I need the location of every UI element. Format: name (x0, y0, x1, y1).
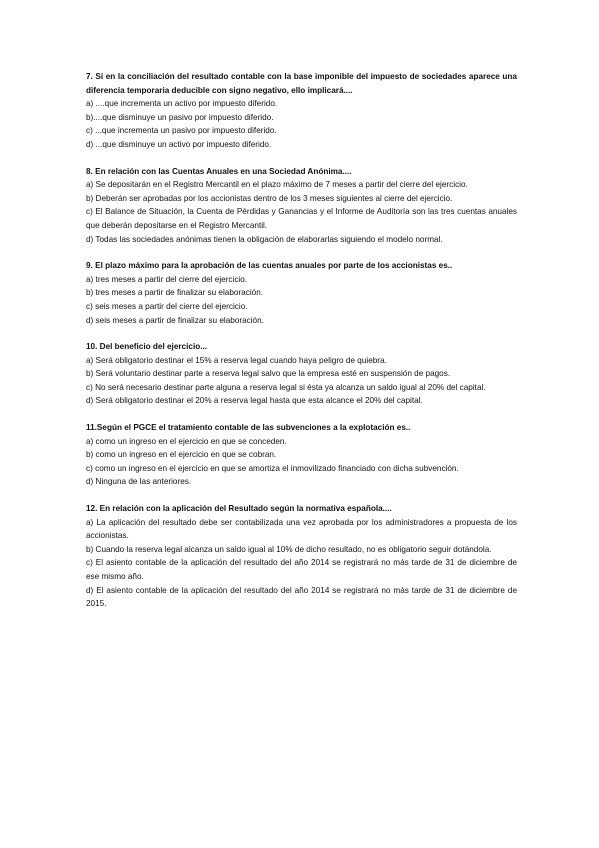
option-c: c) No será necesario destinar parte alguna a reserva legal si ésta ya alcanza un saldo igual al 20% del capital. (86, 382, 486, 392)
option-d: d) El asiento contable de la aplicación del resultado del año 2014 se registrará no más tarde de 31 de diciembre de 2015. (86, 585, 517, 609)
question-12 (86, 502, 517, 611)
option-c: c) ...que incrementa un pasivo por impuesto diferido. (86, 126, 277, 136)
question-title: 8. En relación con las Cuentas Anuales en una Sociedad Anónima.... (86, 166, 352, 176)
question-title: 9. El plazo máximo para la aprobación de las cuentas anuales por parte de los accionistas es.. (86, 261, 453, 271)
question-title: 7. Si en la conciliación del resultado contable con la base imponible del impuesto de sociedades aparece una diferencia temporaria deducible con signo negativo, ello implicará.... (86, 72, 517, 95)
question-10 (86, 340, 517, 408)
document-page (86, 70, 517, 624)
question-9 (86, 259, 517, 327)
option-d: d) ...que disminuye un activo por impuesto diferido. (86, 139, 272, 149)
option-c: c) como un ingreso en el ejercicio en que se amortiza el inmovilizado financiado con dicha subvención. (86, 463, 459, 473)
option-d: d) Será obligatorio destinar el 20% a reserva legal hasta que esta alcance el 20% del capital. (86, 396, 423, 406)
option-b: b) Deberán ser aprobadas por los accionistas dentro de los 3 meses siguientes al cierre del ejercicio. (86, 193, 453, 203)
option-b: b)....que disminuye un pasivo por impuesto diferido. (86, 112, 274, 122)
option-a: a) Se depositarán en el Registro Mercantil en el plazo máximo de 7 meses a partir del cierre del ejercicio. (86, 180, 468, 190)
option-b: b) tres meses a partir de finalizar su elaboración. (86, 288, 264, 298)
question-8 (86, 165, 517, 247)
option-c: c) El Balance de Situación, la Cuenta de Pérdidas y Ganancias y el Informe de Auditoría son las tres cuentas anuales que deberán depositarse en el Registro Mercantil. (86, 207, 517, 230)
option-b: b) Será voluntario destinar parte a reserva legal salvo que la empresa esté en suspensión de pagos. (86, 369, 451, 379)
question-11 (86, 421, 517, 489)
question-7 (86, 70, 517, 152)
option-b: b) Cuando la reserva legal alcanza un saldo igual al 10% de dicho resultado, no es obligatorio seguir dotándola. (86, 544, 492, 554)
option-a: a) tres meses a partir del cierre del ejercicio. (86, 274, 248, 284)
question-title: 10. Del beneficio del ejercicio... (86, 342, 208, 352)
question-title: 12. En relación con la aplicación del Resultado según la normativa española.... (86, 504, 392, 514)
option-d: d) seis meses a partir de finalizar su elaboración. (86, 315, 264, 325)
option-a: a) La aplicación del resultado debe ser contabilizada una vez aprobada por los administradores a propuesta de los accionistas. (86, 517, 517, 541)
option-a: a) Será obligatorio destinar el 15% a reserva legal cuando haya peligro de quiebra. (86, 355, 387, 365)
option-b: b) como un ingreso en el ejercicio en que se cobran. (86, 450, 277, 460)
option-a: a) como un ingreso en el ejercicio en que se conceden. (86, 436, 287, 446)
option-c: c) El asiento contable de la aplicación del resultado del año 2014 se registrará no más tarde de 31 de diciembre de ese mismo año. (86, 558, 517, 581)
option-c: c) seis meses a partir del cierre del ejercicio. (86, 301, 248, 311)
option-a: a) ....que incrementa un activo por impuesto diferido. (86, 99, 278, 109)
option-d: d) Todas las sociedades anónimas tienen la obligación de elaborarlas siguiendo el modelo normal. (86, 234, 443, 244)
question-title: 11.Según el PGCE el tratamiento contable de las subvenciones a la explotación es.. (86, 423, 411, 433)
option-d: d) Ninguna de las anteriores. (86, 477, 192, 487)
